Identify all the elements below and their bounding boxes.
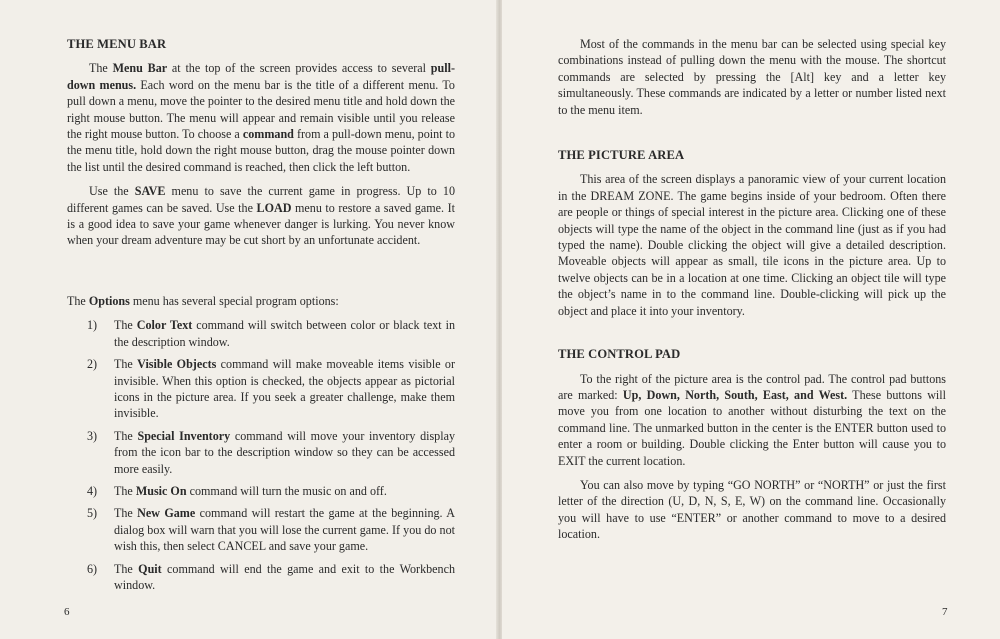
- list-number: 3): [87, 428, 98, 443]
- options-list-item: [67, 505, 455, 554]
- section-spacer: [67, 257, 455, 293]
- section-spacer: [558, 126, 946, 147]
- list-text: The Visible Objects command will make moveable items visible or invisible. When this option is checked, the objects appear as pictorial icons in the picture area. If you seek a greater challenge, make them invisible.: [114, 357, 455, 421]
- options-list-item: [67, 483, 455, 499]
- options-list-item: [67, 317, 455, 350]
- section-spacer: [558, 327, 946, 346]
- heading-picture-area: THE PICTURE AREA: [558, 148, 685, 163]
- list-number: 5): [87, 506, 98, 521]
- page-number-right: 7: [942, 606, 948, 618]
- options-list-item: [67, 356, 455, 422]
- heading-control-pad: THE CONTROL PAD: [558, 347, 681, 362]
- left-page-content: [67, 36, 455, 599]
- list-text: The New Game command will restart the game at the beginning. A dialog box will warn that you will lose the current game. If you do not wish this, then select CANCEL and save your game.: [114, 506, 455, 554]
- control-pad-paragraph-2: You can also move by typing “GO NORTH” or “NORTH” or just the first letter of the direction (U, D, N, S, E, W) on the command line. Occasionally you will have to use “ENTER” or another command to move to a desired location.: [558, 477, 946, 542]
- options-list-item: [67, 561, 455, 594]
- left-page: [0, 0, 498, 639]
- right-page-content: [558, 36, 946, 551]
- control-pad-paragraph-1: To the right of the picture area is the control pad. The control pad buttons are marked: Up, Down, North, South, East, and West. These buttons will move you from one location to another without disturbing the text on the command line. The unmarked button in the center is the ENTER button used to enter a room or building. Double clicking the Enter button will cause you to EXIT the current location.: [558, 371, 947, 468]
- list-number: 4): [87, 483, 98, 498]
- list-number: 1): [87, 318, 98, 333]
- list-text: The Music On command will turn the music on and off.: [114, 483, 387, 498]
- shortcuts-paragraph: Most of the commands in the menu bar can be selected using special key combinations instead of pulling down the menu with the mouse. The shortcut commands are selected by pressing the [Alt] key and a letter key simultaneously. These commands are indicated by a letter or number listed next to the menu item.: [558, 37, 946, 117]
- list-text: The Special Inventory command will move your inventory display from the icon bar to the description window so they can be accessed more easily.: [114, 428, 456, 476]
- list-number: 2): [87, 357, 98, 372]
- options-list: [67, 317, 455, 593]
- right-page: [502, 0, 1000, 639]
- menu-bar-paragraph-1: The Menu Bar at the top of the screen provides access to several pull-down menus. Each word on the menu bar is the title of a different menu. To pull down a menu, move the pointer to the desired menu title and hold down the right mouse button. The menu will appear and remain visible until you release the right mouse button. To choose a command from a pull-down menu, point to the menu title, hold down the right mouse button, drag the mouse pointer down the list until the desired command is reached, then click the left button.: [67, 61, 455, 174]
- menu-bar-paragraph-2: Use the SAVE menu to save the current game in progress. Up to 10 different games can be saved. Use the LOAD menu to restore a saved game. It is a good idea to save your game whenever danger is lurking. You never know when your dream adventure may be cut short by an unfortunate accident.: [67, 184, 455, 248]
- list-text: The Color Text command will switch between color or black text in the description window.: [114, 318, 455, 349]
- heading-menu-bar: THE MENU BAR: [67, 37, 167, 51]
- options-intro: The Options menu has several special program options:: [67, 293, 339, 308]
- options-list-item: [67, 428, 455, 477]
- list-text: The Quit command will end the game and exit to the Workbench window.: [114, 561, 456, 592]
- page-number-left: 6: [64, 606, 70, 618]
- list-number: 6): [87, 561, 98, 576]
- picture-area-paragraph: This area of the screen displays a panoramic view of your current location in the DREAM ZONE. The game begins inside of your bedroom. Often there are people or things of special interest in the picture area. Clicking one of these objects will type the name of the object in the command line (just as if you had typed the name). Double clicking the object will give a detailed description. Moveable objects will appear as small, tile icons in the picture area. Up to twelve objects can be in a location at one time. Clicking an object tile will type the object’s name in to the command line. Double-clicking will pick up the object and place it into your inventory.: [558, 172, 946, 318]
